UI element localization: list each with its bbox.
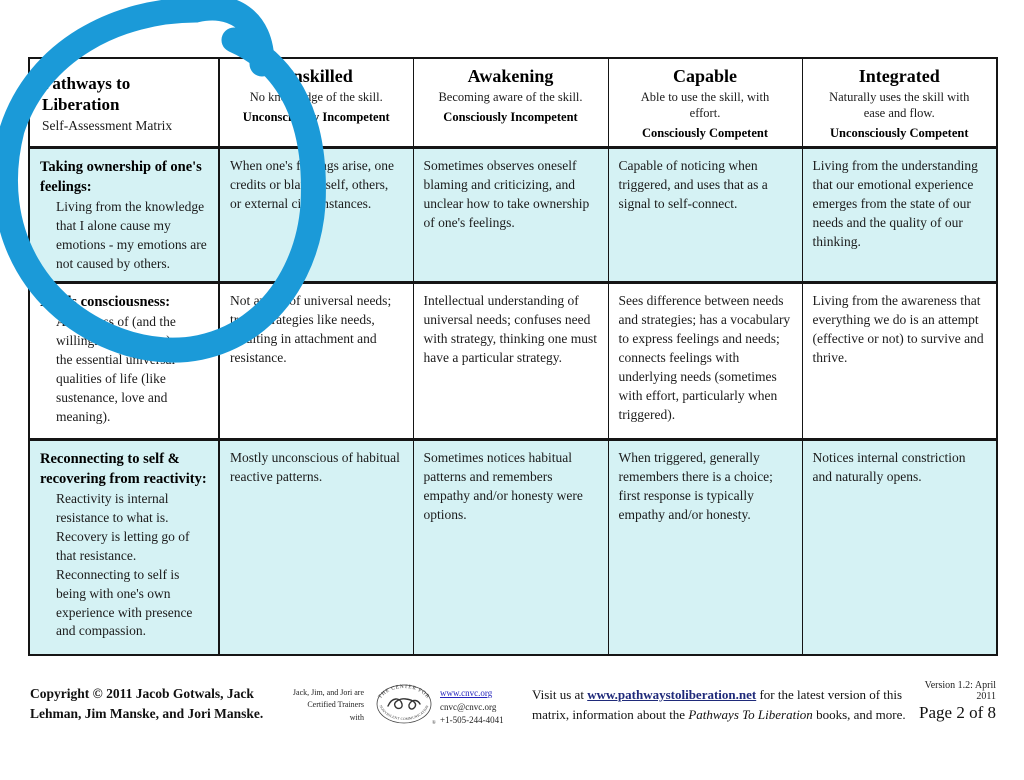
cnvc-phone: +1-505-244-4041 (440, 715, 504, 725)
skill-title-cell: Taking ownership of one's feelings: Living from the knowledge that I alone cause my emotions - my emotions are not caused by others. (29, 148, 219, 283)
registered-mark: ® (432, 721, 436, 726)
cnvc-email: cnvc@cnvc.org (440, 701, 497, 712)
skill-title-cell: Reconnecting to self & recovering from reactivity: Reactivity is internal resistance to what is. Recovery is letting go of that resistance. Reconnecting to self is being with one's own experience with presence and compassion. (29, 440, 219, 655)
matrix-cell: Living from the awareness that everything we do is an attempt (effective or not) to survive and thrive. (802, 283, 997, 440)
cnvc-contact-block (440, 687, 526, 728)
self-assessment-matrix (28, 57, 998, 656)
document-title: Pathways to Liberation (42, 74, 131, 115)
matrix-cell: When one's feelings arise, one credits or blames self, others, or external circumstances. (219, 148, 413, 283)
matrix-cell: Sometimes observes oneself blaming and criticizing, and unclear how to take ownership of one's feelings. (413, 148, 608, 283)
matrix-cell: When triggered, generally remembers there is a choice; first response is typically empathy and/or honesty. (608, 440, 802, 655)
column-header-unskilled: Unskilled No knowledge of the skill. Unconsciously Incompetent (242, 66, 390, 124)
matrix-cell: Living from the understanding that our emotional experience emerges from the state of our needs and the quality of our thinking. (802, 148, 997, 283)
matrix-cell: Mostly unconscious of habitual reactive patterns. (219, 440, 413, 655)
column-header-awakening: Awakening Becoming aware of the skill. Consciously Incompetent (413, 58, 608, 148)
document-subtitle: Self-Assessment Matrix (42, 117, 173, 133)
column-header-integrated: Integrated Naturally uses the skill with ease and flow. Unconsciously Competent (802, 58, 997, 148)
cnvc-logo (370, 680, 440, 730)
matrix-cell: Not aware of universal needs; treats strategies like needs, resulting in attachment and resistance. (219, 283, 413, 440)
svg-text:THE CENTER FOR: THE CENTER FOR (377, 683, 431, 701)
matrix-cell: Sees difference between needs and strategies; has a vocabulary to express feelings and needs; connects feelings with underlying needs (sometimes with effort, particularly when triggered). (608, 283, 802, 440)
svg-text:NONVIOLENT COMMUNICATION: NONVIOLENT COMMUNICATION (378, 704, 430, 722)
visit-us-text: Visit us at www.pathwaystoliberation.net for the latest version of this matrix, information about the Pathways To Liberation books, and more. (532, 687, 906, 722)
page-number: Page 2 of 8 (919, 703, 996, 722)
version-page-block (910, 680, 996, 723)
title-cell (29, 58, 219, 148)
matrix-cell: Intellectual understanding of universal needs; confuses need with strategy, thinking one must have a particular strategy. (413, 283, 608, 440)
skill-row-reconnecting (29, 440, 997, 655)
skill-row-needs (29, 283, 997, 440)
matrix-cell: Notices internal constriction and naturally opens. (802, 440, 997, 655)
pathways-website-link[interactable]: www.pathwaystoliberation.net (587, 687, 757, 702)
page-footer (30, 676, 996, 730)
matrix-cell: Capable of noticing when triggered, and uses that as a signal to self-connect. (608, 148, 802, 283)
certified-trainers-note: Jack, Jim, and Jori are Certified Trainers with (292, 688, 364, 722)
cnvc-website-link[interactable]: www.cnvc.org (440, 688, 493, 698)
copyright-text: Copyright © 2011 Jacob Gotwals, Jack Lehman, Jim Manske, and Jori Manske. (30, 686, 264, 722)
matrix-header-row (29, 58, 997, 148)
version-label: Version 1.2: April 2011 (924, 680, 996, 702)
skill-title-cell: Needs consciousness: Awareness of (and the willingness to honor) needs, the essential universal qualities of life (like sustenance, love and meaning). (29, 283, 219, 440)
column-header-capable: Capable Able to use the skill, with effort. Consciously Competent (608, 58, 802, 148)
skill-row-feelings (29, 148, 997, 283)
matrix-cell: Sometimes notices habitual patterns and remembers empathy and/or honesty were options. (413, 440, 608, 655)
